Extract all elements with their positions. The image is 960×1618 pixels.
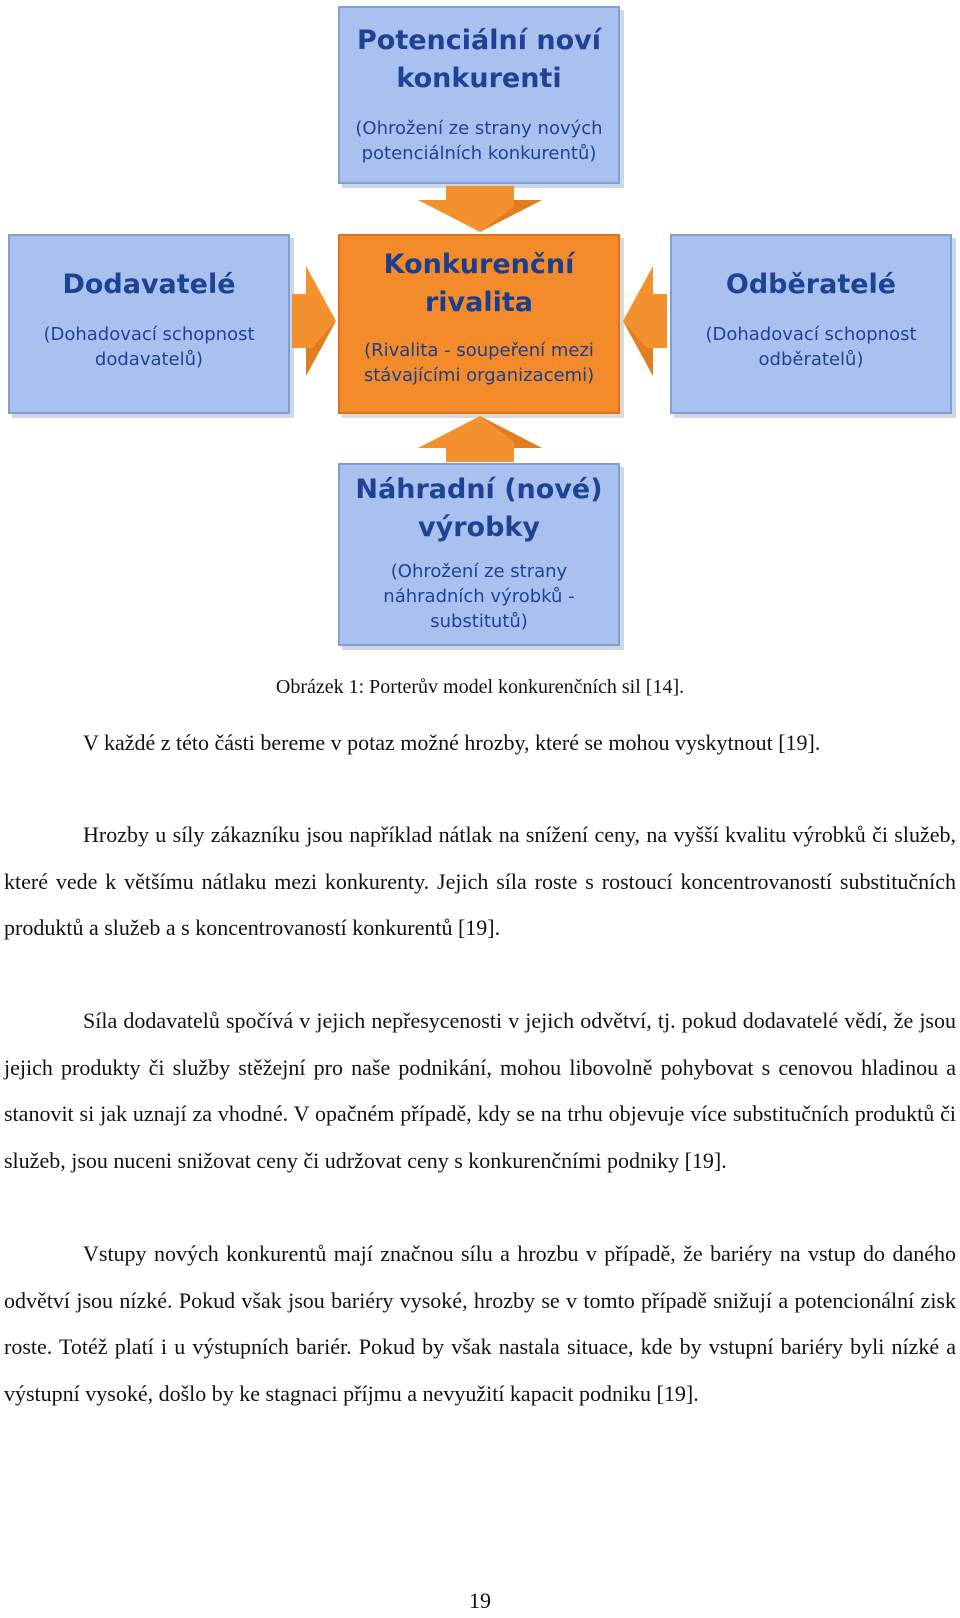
box-substitutes <box>338 463 620 646</box>
box-subtitle <box>10 322 288 372</box>
arrow-right-icon <box>292 266 336 376</box>
paragraph: Síla dodavatelů spočívá v jejich nepřesycenosti v jejich odvětví, tj. pokud dodavatelé vědí, že jsou jejich produkty či služby stěžejní pro naše podnikání, mohou libovolně pohybovat s cenovou hladinou a stanovit si jak uznají za vhodné. V opačném případě, kdy se na trhu objevuje více substitučních produktů či služeb, jsou nuceni snižovat ceny či udržovat ceny s konkurenčními podniky [19]. <box>4 1008 956 1173</box>
page-number: 19 <box>469 1588 491 1613</box>
box-subtitle-line: dodavatelů) <box>94 349 204 370</box>
box-title-line: rivalita <box>424 287 534 318</box>
box-title-line: konkurenti <box>396 63 562 94</box>
box-title-line: Potenciální noví <box>356 25 601 56</box>
box-subtitle-line: odběratelů) <box>758 349 864 370</box>
box-subtitle-line: (Ohrožení ze strany nových <box>355 118 603 139</box>
arrow-down-icon <box>418 186 542 232</box>
box-competitive-rivalry <box>338 234 620 414</box>
box-title-line: výrobky <box>418 512 540 543</box>
box-potential-competitors <box>338 6 620 184</box>
box-subtitle-line: náhradních výrobků - <box>383 586 575 607</box>
arrow-up-icon <box>418 416 542 462</box>
box-title-line: Náhradní (nové) <box>355 474 603 505</box>
box-subtitle-line: (Rivalita - soupeření mezi <box>364 340 594 361</box>
paragraph: Vstupy nových konkurentů mají značnou sílu a hrozbu v případě, že bariéry na vstup do daného odvětví jsou nízké. Pokud však jsou bariéry vysoké, hrozby se v tomto případě snižují a potencionální zisk roste. Totéž platí i u výstupních bariér. Pokud by však nastala situace, kde by vstupní bariéry byli nízké a výstupní vysoké, došlo by ke stagnaci příjmu a nevyužití kapacit podniku [19]. <box>4 1241 956 1406</box>
box-subtitle-line: (Ohrožení ze strany <box>390 561 568 582</box>
box-title-line: Konkurenční <box>383 249 575 280</box>
figure-caption: Obrázek 1: Porterův model konkurenčních sil [14]. <box>275 676 685 698</box>
paragraph: Hrozby u síly zákazníku jsou například nátlak na snížení ceny, na vyšší kvalitu výrobků či služeb, které vede k většímu nátlaku mezi konkurenty. Jejich síla roste s rostoucí koncentrovaností substitučních produktů a služeb a s koncentrovaností konkurentů [19]. <box>4 822 956 940</box>
box-subtitle <box>672 322 950 372</box>
box-title <box>340 246 618 322</box>
box-subtitle-line: (Dohadovací schopnost <box>43 324 255 345</box>
box-customers <box>670 234 952 414</box>
box-suppliers <box>8 234 290 414</box>
arrow-left-icon <box>623 266 667 376</box>
box-subtitle <box>340 116 618 166</box>
box-subtitle-line: potenciálních konkurentů) <box>361 143 597 164</box>
box-subtitle <box>340 338 618 388</box>
box-title: Dodavatelé <box>62 269 236 300</box>
box-title <box>340 22 618 98</box>
porter-five-forces-diagram <box>0 0 960 650</box>
paragraph: V každé z této části bereme v potaz možné hrozby, které se mohou vyskytnout [19]. <box>83 730 821 755</box>
box-subtitle <box>340 559 618 634</box>
box-subtitle-line: stávajícími organizacemi) <box>363 365 595 386</box>
box-subtitle-line: substitutů) <box>430 611 528 632</box>
box-title: Odběratelé <box>725 269 897 300</box>
box-subtitle-line: (Dohadovací schopnost <box>705 324 917 345</box>
box-title <box>340 471 618 547</box>
